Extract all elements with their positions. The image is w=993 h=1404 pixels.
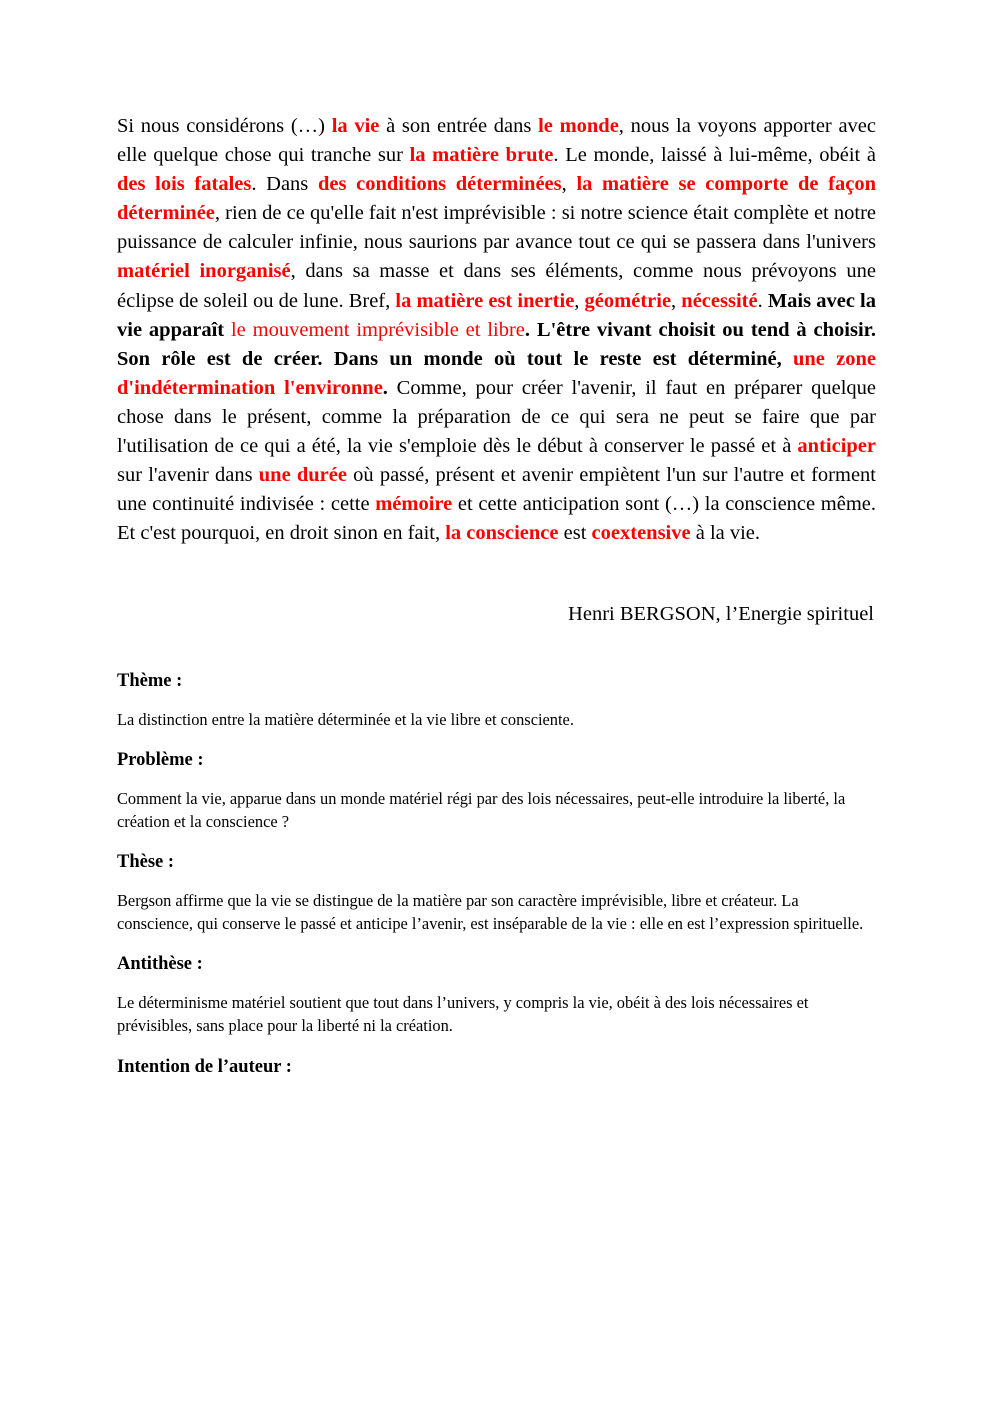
analysis-section-heading: Antithèse :: [117, 954, 203, 975]
quote-segment: .: [382, 376, 388, 399]
quote-segment: . Le monde, laissé à lui-même, obéit à: [553, 144, 876, 167]
quote-segment: une zone d'indétermination l'environne: [117, 347, 877, 399]
analysis-section: [117, 833, 876, 935]
analysis-section-body: Comment la vie, apparue dans un monde matériel régi par des lois nécessaires, peut-elle introduire la liberté, la création et la conscience ?: [117, 789, 846, 831]
analysis-section: [117, 652, 876, 732]
analysis-section-heading: Thème :: [117, 670, 183, 691]
quote-segment: où passé, présent et avenir empiètent l'un sur l'autre et forment une continuité indivisée : cette: [117, 464, 876, 516]
quote-segment: est: [558, 522, 592, 545]
quote-segment: anticiper: [797, 435, 876, 458]
quote-segment: matériel inorganisé: [117, 260, 291, 283]
quote-segment: la vie: [331, 115, 380, 137]
quote-segment: . Dans: [251, 173, 318, 196]
analysis-section-body: Bergson affirme que la vie se distingue de la matière par son caractère imprévisible, libre et créateur. La conscience, qui conserve le passé et anticipe l’avenir, est inséparable de la vie : elle en est l’expression spirituelle.: [117, 891, 864, 933]
quote-segment: ,: [561, 173, 577, 196]
quote-segment: coextensive: [591, 522, 691, 545]
analysis-section: [117, 1038, 876, 1078]
quote-segment: , rien de ce qu'elle fait n'est imprévisible : si notre science était complète et notre puissance de calculer infinie, nous saurions par avance tout ce qui se passera dans l'univers: [117, 202, 876, 254]
quotation-paragraph: [117, 112, 876, 548]
quote-segment: ,: [671, 289, 682, 312]
quote-segment: nécessité: [681, 289, 758, 312]
quote-segment: des conditions déterminées: [317, 173, 562, 196]
quote-segment: mémoire: [375, 493, 453, 516]
quote-segment: une durée: [258, 464, 347, 487]
quote-segment: . L'être vivant choisit ou tend à choisir. Son rôle est de créer. Dans un monde où tout le reste est déterminé,: [117, 318, 877, 370]
analysis-section: [117, 731, 876, 833]
quote-segment: Si nous considérons (…): [117, 115, 332, 137]
quote-segment: géométrie: [584, 289, 672, 312]
analysis-section-body: Le déterminisme matériel soutient que tout dans l’univers, y compris la vie, obéit à des lois nécessaires et prévisibles, sans place pour la liberté ni la création.: [117, 993, 809, 1036]
quote-segment: sur l'avenir dans: [117, 464, 259, 487]
analysis-section-body: La distinction entre la matière déterminée et la vie libre et consciente.: [117, 709, 574, 729]
quote-segment: le monde: [538, 115, 619, 137]
analysis-section-heading: Problème :: [117, 750, 204, 771]
analysis-section-heading: Intention de l’auteur :: [117, 1056, 292, 1077]
quote-segment: la matière est inertie: [395, 289, 575, 312]
quote-segment: Mais avec la vie apparaît: [117, 289, 876, 341]
quote-segment: ,: [574, 289, 585, 312]
quote-segment: , nous la voyons apporter avec elle quelque chose qui tranche sur: [117, 115, 876, 167]
quote-segment: le mouvement imprévisible et libre: [230, 318, 525, 341]
quote-segment: des lois fatales: [117, 173, 252, 196]
quote-segment: la matière se comporte de façon déterminée: [117, 173, 876, 225]
analysis-sections: [117, 652, 876, 1078]
analysis-section-heading: Thèse :: [117, 852, 175, 873]
quotation-block: [117, 112, 876, 548]
analysis-section: [117, 935, 876, 1037]
quotation-attribution: Henri BERGSON, l’Energie spirituel: [568, 603, 874, 626]
quote-segment: la matière brute: [409, 144, 554, 167]
quote-segment: Comme, pour créer l'avenir, il faut en préparer quelque chose dans le présent, comme la préparation de ce qui sera ne peut se faire que par l'utilisation de ce qui a été, la vie s'emploie dès le début à conserver le passé et à: [117, 376, 877, 458]
quote-segment: et cette anticipation sont (…) la conscience même. Et c'est pourquoi, en droit sinon en fait,: [117, 493, 876, 545]
quote-segment: , dans sa masse et dans ses éléments, comme nous prévoyons une éclipse de soleil ou de lune. Bref,: [117, 260, 876, 312]
quote-segment: .: [757, 289, 768, 312]
quote-segment: à son entrée dans: [379, 115, 539, 137]
quote-segment: la conscience: [445, 522, 559, 545]
quote-segment: à la vie.: [690, 522, 761, 545]
